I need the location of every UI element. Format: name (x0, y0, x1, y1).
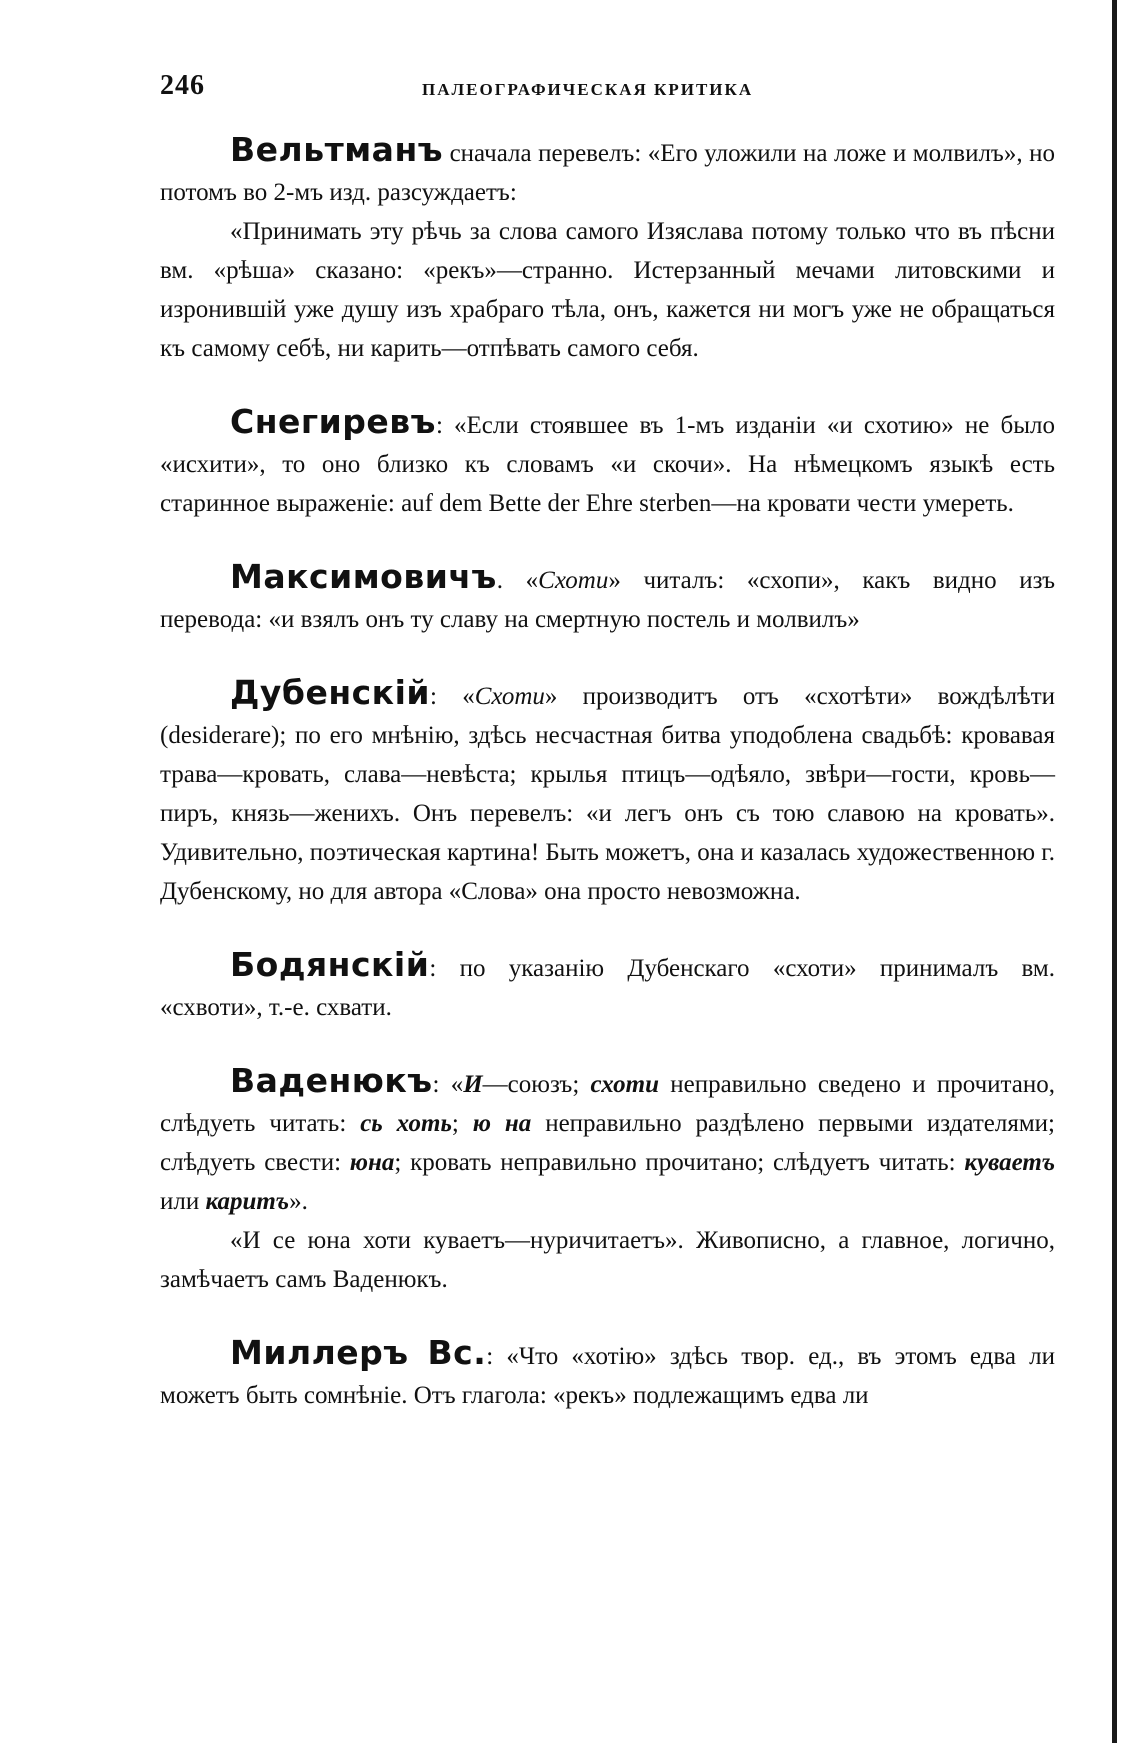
italic-word: юна (349, 1149, 395, 1176)
text-run: ». (289, 1188, 308, 1215)
entry-maksimovich (160, 557, 1055, 639)
author-name: Вельтманъ (230, 130, 444, 169)
italic-word: ю на (472, 1110, 532, 1137)
entry-bodyansky (160, 945, 1055, 1027)
text-run: —союзъ; (482, 1071, 591, 1098)
body-text (160, 130, 1055, 1449)
italic-word: И (463, 1071, 483, 1098)
text-run: ; (451, 1110, 473, 1137)
paragraph-text: : по указанію Дубенскаго «схоти» принималъ вм. «схвоти», т.-е. схвати. (160, 955, 1055, 1021)
text-run: . « (496, 567, 539, 594)
paragraph (160, 557, 1055, 639)
text-run: » читалъ: «схопи», какъ видно изъ перевода: «и взялъ онъ ту славу на смертную постель и молвилъ» (160, 567, 1055, 633)
paragraph: «Принимать эту рѣчь за слова самого Изяслава потому только что въ пѣсни вм. «рѣша» сказано: «рекъ»—странно. Истерзанный мечами литовскими и изронившій уже душу изъ храбраго тѣла, онъ, кажется ни могъ уже не обращаться къ самому себѣ, ни карить—отпѣвать самого себя. (160, 218, 1055, 362)
paragraph (160, 402, 1055, 523)
text-run: » производитъ отъ «схотѣти» вождѣлѣти (desiderare); по его мнѣнію, здѣсь несчастная битва уподоблена свадьбѣ: кровавая трава—кровать, слава—невѣста; крылья птицъ—одѣяло, звѣри—гости, кровь—пиръ, князь—женихъ. Онъ перевелъ: «и легъ онъ съ тою славою на кровать». Удивительно, поэтическая картина! Быть можетъ, она и казалась художественною г. Дубенскому, но для автора «Слова» она просто невозможна. (160, 683, 1055, 905)
text-run: : « (432, 1071, 464, 1098)
text-run: неправильно раздѣлено первыми издателями; слѣдуеть свести: (160, 1110, 1055, 1176)
paragraph (160, 673, 1055, 911)
entry-snegirev (160, 402, 1055, 523)
paragraph: «И се юна хоти куваетъ—нуричитаетъ». Живописно, а главное, логично, замѣчаетъ самъ Ваденюкъ. (160, 1227, 1055, 1293)
italic-word: схоти (590, 1071, 659, 1098)
page-header (160, 70, 1055, 110)
paragraph (160, 130, 1055, 212)
paragraph-text: : «Если стоявшее въ 1-мъ изданіи «и схотию» не было «исхити», то оно близко къ словамъ «и скочи». На нѣмецкомъ языкѣ есть старинное выраженіе: auf dem Bette der Ehre sterben—на кровати чести умереть. (160, 412, 1055, 517)
italic-word: сь хоть (360, 1110, 452, 1137)
text-run: : « (430, 683, 475, 710)
author-name: Ваденюкъ (230, 1061, 433, 1100)
paragraph (160, 945, 1055, 1027)
paragraph-text: сначала перевелъ: «Его уложили на ложе и молвилъ», но потомъ во 2-мъ изд. разсуждаетъ: (160, 140, 1055, 206)
author-name: Максимовичъ (230, 557, 497, 596)
author-name: Дубенскій (230, 673, 431, 712)
entry-vadenyuk (160, 1061, 1055, 1299)
page-number: 246 (160, 70, 205, 101)
italic-word: куваетъ (964, 1149, 1055, 1176)
running-title: ПАЛЕОГРАФИЧЕСКАЯ КРИТИКА (422, 80, 754, 99)
paragraph-text: : «Что «хотію» здѣсь твор. ед., въ этомъ едва ли можетъ быть сомнѣніе. Отъ глагола: «рекъ» подлежащимъ едва ли (160, 1343, 1055, 1409)
paragraph (160, 1061, 1055, 1221)
italic-word: каритъ (205, 1188, 290, 1215)
author-name: Бодянскій (230, 945, 430, 984)
italic-word: Схоти (474, 683, 545, 710)
text-run: или (160, 1188, 206, 1215)
entry-dubensky (160, 673, 1055, 911)
text-run: ; кровать неправильно прочитано; слѣдуетъ читать: (394, 1149, 965, 1176)
text-run: неправильно сведено и прочитано, слѣдуеть читать: (160, 1071, 1055, 1137)
entry-miller (160, 1333, 1055, 1415)
paragraph (160, 1333, 1055, 1415)
italic-word: Схоти (538, 567, 609, 594)
author-name: Снегиревъ (230, 402, 436, 441)
author-name: Миллеръ Вс. (230, 1333, 487, 1372)
page-edge-rule (1112, 0, 1117, 1743)
entry-veltman (160, 130, 1055, 368)
